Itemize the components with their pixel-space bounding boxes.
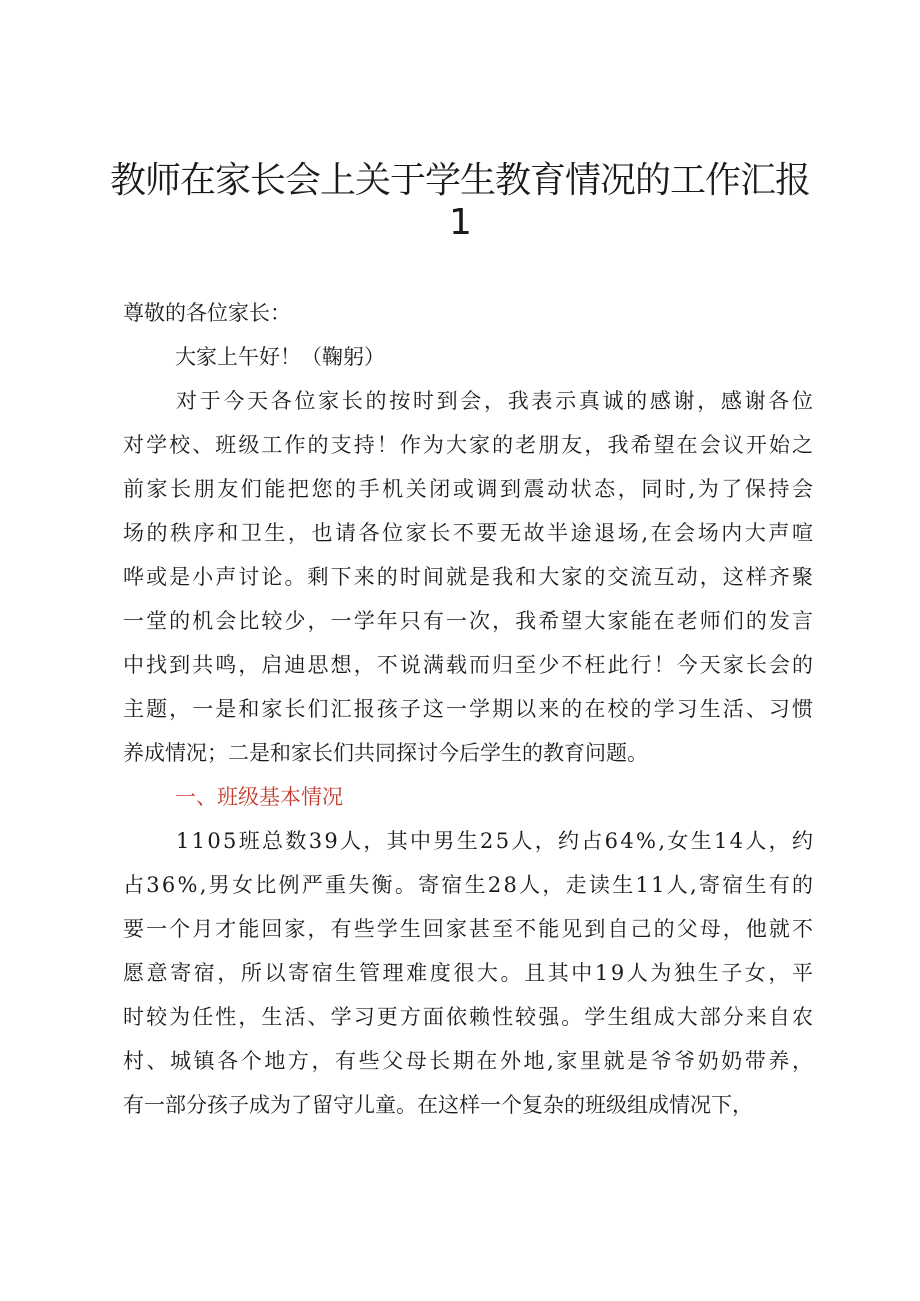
- paragraph-line: 1105班总数39人，其中男生25人，约占64%,女生14人，约: [176, 829, 816, 853]
- paragraph-line: 对于今天各位家长的按时到会，我表示真诚的感谢，感谢各位: [176, 389, 816, 413]
- paragraph-line: 养成情况；二是和家长们共同探讨今后学生的教育问题。: [123, 741, 648, 765]
- section-heading: 一、班级基本情况: [175, 785, 343, 809]
- document-title-number: 1: [449, 202, 471, 243]
- paragraph-line: 前家长朋友们能把您的手机关闭或调到震动状态，同时,为了保持会: [123, 477, 816, 501]
- salutation: 尊敬的各位家长：: [123, 301, 291, 325]
- paragraph-line: 对学校、班级工作的支持！作为大家的老朋友，我希望在会议开始之: [123, 433, 816, 457]
- paragraph-line: 要一个月才能回家，有些学生回家甚至不能见到自己的父母，他就不: [123, 917, 816, 941]
- paragraph-line: 占36%,男女比例严重失衡。寄宿生28人，走读生11人,寄宿生有的: [123, 873, 816, 897]
- paragraph-line: 主题，一是和家长们汇报孩子这一学期以来的在校的学习生活、习惯: [123, 697, 816, 721]
- paragraph-line: 中找到共鸣，启迪思想，不说满载而归至少不枉此行！今天家长会的: [123, 653, 816, 677]
- paragraph-line: 场的秩序和卫生，也请各位家长不要无故半途退场,在会场内大声喧: [123, 521, 816, 545]
- paragraph-line: 时较为任性，生活、学习更方面依赖性较强。学生组成大部分来自农: [123, 1005, 816, 1029]
- paragraph-line: 哗或是小声讨论。剩下来的时间就是我和大家的交流互动，这样齐聚: [123, 565, 816, 589]
- document-title: 教师在家长会上关于学生教育情况的工作汇报: [110, 160, 811, 201]
- paragraph-line: 一堂的机会比较少，一学年只有一次，我希望大家能在老师们的发言: [123, 609, 816, 633]
- paragraph-line: 村、城镇各个地方，有些父母长期在外地,家里就是爷爷奶奶带养，: [123, 1049, 816, 1073]
- paragraph-line: 愿意寄宿，所以寄宿生管理难度很大。且其中19人为独生子女，平: [123, 961, 816, 985]
- paragraph-line: 有一部分孩子成为了留守儿童。在这样一个复杂的班级组成情况下，: [123, 1093, 753, 1117]
- greeting: 大家上午好！（鞠躬）: [175, 345, 385, 369]
